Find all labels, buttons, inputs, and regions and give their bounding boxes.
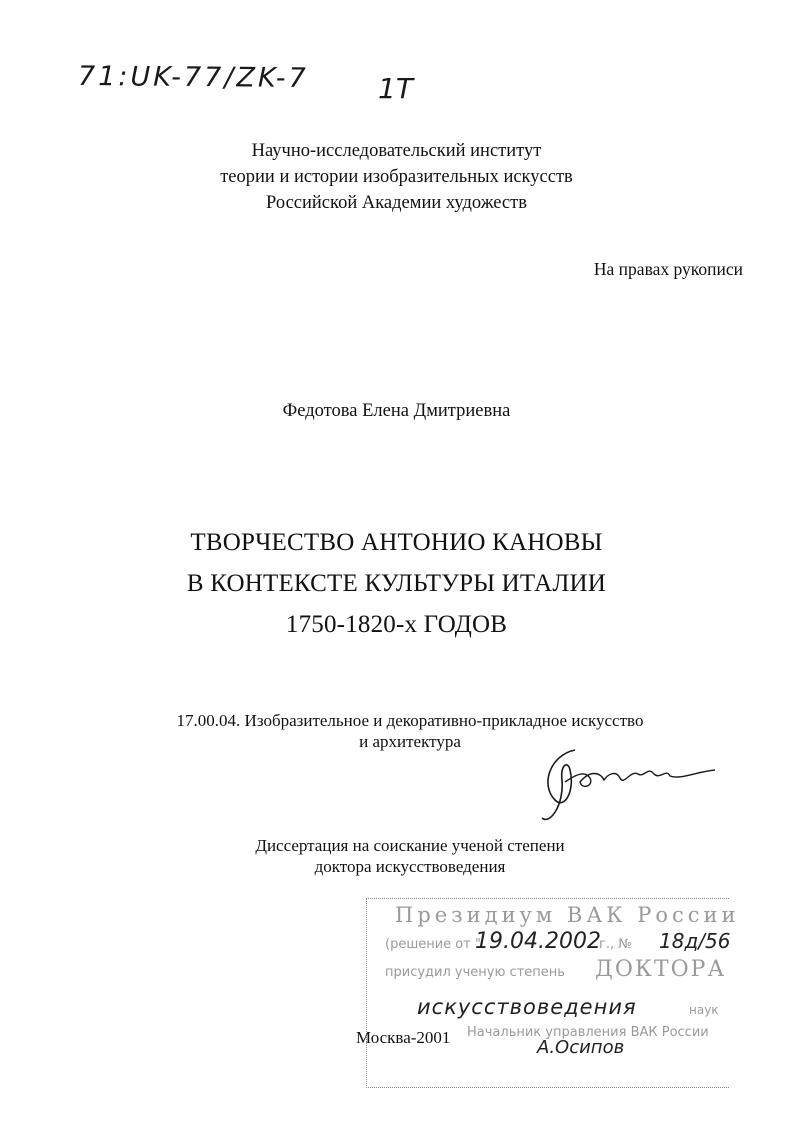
stamp-awarded-label: присудил ученую степень: [385, 965, 565, 980]
degree-statement: [170, 835, 650, 877]
stamp-decision-label: (решение от ": [385, 937, 481, 952]
author-name: Федотова Елена Дмитриевна: [282, 401, 511, 421]
stamp-initials: А.Осипов: [537, 1037, 625, 1058]
vak-stamp: [366, 898, 740, 1088]
title-line: 1750-1820-х ГОДОВ: [285, 611, 508, 638]
stamp-decision-date: 19.04.2002: [475, 929, 601, 954]
dissertation-title: [0, 522, 793, 645]
stamp-number-value: 18д/56: [659, 929, 731, 953]
specialty-line: и архитектура: [359, 732, 461, 751]
place-year: Москва-2001: [356, 1028, 451, 1047]
institute-line: теории и истории изобразительных искусств: [220, 167, 573, 187]
archive-shelfmark: 71:UK-77/ZK-7: [77, 60, 309, 95]
stamp-field-suffix: наук: [689, 1003, 719, 1017]
archive-shelfmark-extra: 1T: [378, 72, 413, 105]
stamp-field-handwritten: искусствоведения: [417, 995, 637, 1019]
stamp-degree-level: ДОКТОРА: [595, 957, 727, 982]
institute-line: Российской Академии художеств: [266, 193, 527, 213]
stamp-number-label: г., №: [599, 937, 632, 952]
degree-line: доктора искусствоведения: [314, 857, 506, 876]
specialty-line: 17.00.04. Изобразительное и декоративно-прикладное искусство: [176, 711, 644, 730]
institute-block: [0, 138, 793, 216]
institute-line: Научно-исследовательский институт: [251, 141, 542, 161]
signature-icon: [520, 730, 720, 830]
stamp-office-label: Начальник управления ВАК России: [467, 1025, 709, 1040]
degree-line: Диссертация на соискание ученой степени: [255, 836, 565, 855]
rights-note: На правах рукописи: [593, 259, 743, 279]
stamp-header: Президиум ВАК России: [395, 903, 740, 927]
title-line: В КОНТЕКСТЕ КУЛЬТУРЫ ИТАЛИИ: [186, 570, 607, 597]
title-line: ТВОРЧЕСТВО АНТОНИО КАНОВЫ: [190, 529, 603, 556]
